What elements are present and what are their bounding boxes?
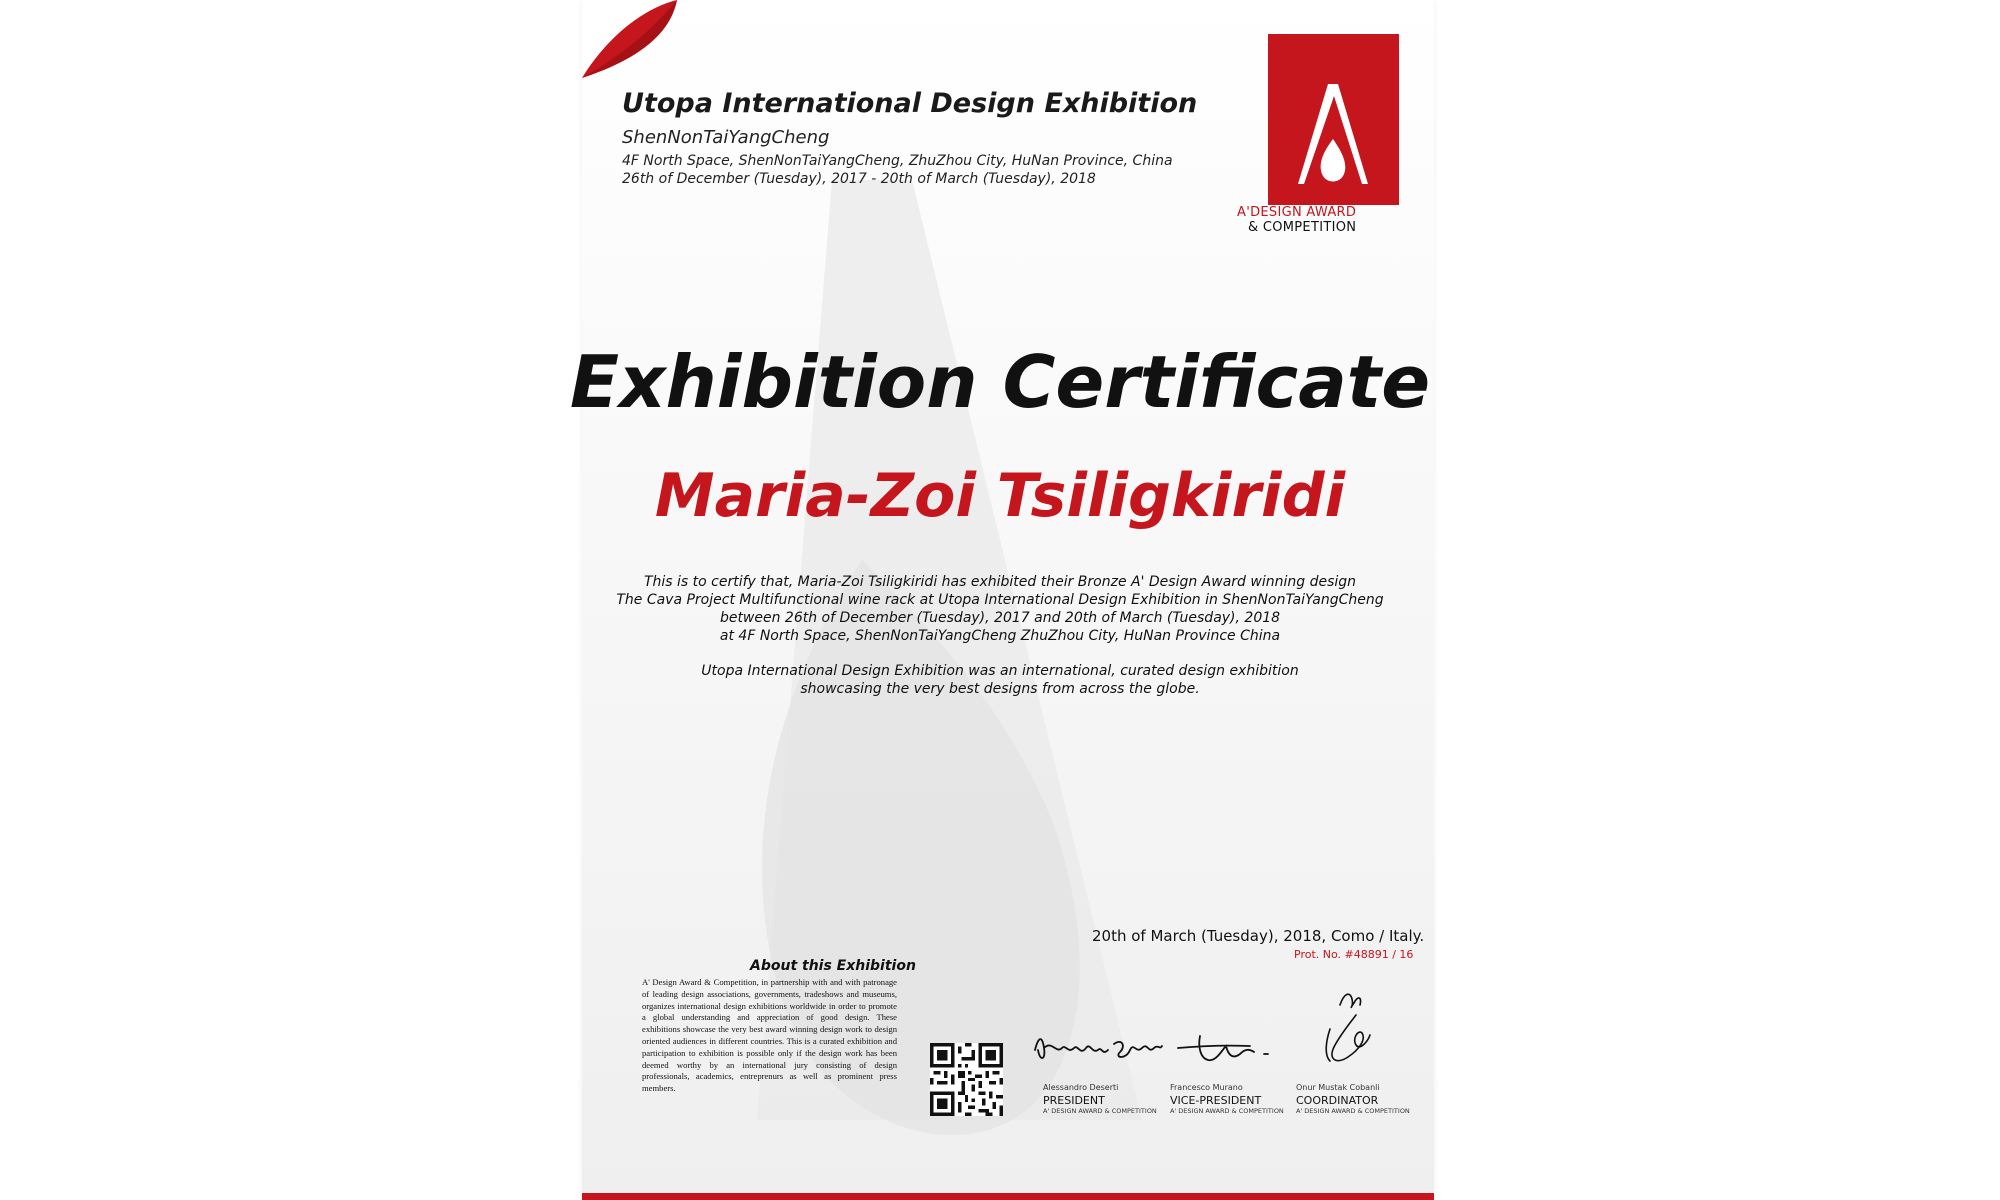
signatory-org: A' DESIGN AWARD & COMPETITION	[1043, 1107, 1157, 1115]
protocol-number: Prot. No. #48891 / 16	[1294, 948, 1414, 961]
a-logo-icon	[1268, 34, 1399, 205]
signatory-name: Alessandro Deserti	[1043, 1083, 1119, 1092]
exhibition-dates: 26th of December (Tuesday), 2017 - 20th of March (Tuesday), 2018	[622, 171, 1096, 187]
signature-coordinator	[1300, 985, 1400, 1080]
exhibition-address: 4F North Space, ShenNonTaiYangCheng, ZhuZhou City, HuNan Province, China	[622, 153, 1173, 169]
a-design-award-logo	[1268, 34, 1399, 205]
recipient-name: Maria-Zoi Tsiligkiridi	[654, 461, 1346, 531]
about-title: About this Exhibition	[750, 958, 916, 974]
exhibition-city: ShenNonTaiYangCheng	[622, 127, 830, 148]
signatory-org: A' DESIGN AWARD & COMPETITION	[1296, 1107, 1410, 1115]
issue-date: 20th of March (Tuesday), 2018, Como / Italy.	[1092, 927, 1425, 945]
signatory-role: PRESIDENT	[1043, 1094, 1105, 1107]
logo-text-line2: & COMPETITION	[1248, 220, 1357, 235]
statement-line: Utopa International Design Exhibition was an international, curated design exhibition	[701, 663, 1299, 679]
page-curl-corner	[582, 0, 677, 80]
qr-code[interactable]	[930, 1043, 1003, 1116]
logo-text-line1: A'DESIGN AWARD	[1237, 205, 1357, 220]
exhibition-name: Utopa International Design Exhibition	[622, 88, 1198, 119]
signatory-name: Onur Mustak Cobanli	[1296, 1083, 1380, 1092]
signatory-name: Francesco Murano	[1170, 1083, 1243, 1092]
certify-line: This is to certify that, Maria-Zoi Tsiligkiridi has exhibited their Bronze A' Design Award winning design	[643, 574, 1357, 590]
signatory-role: COORDINATOR	[1296, 1094, 1379, 1107]
signatory-org: A' DESIGN AWARD & COMPETITION	[1170, 1107, 1284, 1115]
bottom-accent-bar	[582, 1193, 1434, 1200]
certify-line: between 26th of December (Tuesday), 2017 and 20th of March (Tuesday), 2018	[719, 610, 1281, 626]
statement-line: showcasing the very best designs from across the globe.	[800, 681, 1200, 697]
certificate-title: Exhibition Certificate	[569, 340, 1431, 424]
signature-vice-president	[1170, 1020, 1295, 1080]
certify-line: The Cava Project Multifunctional wine rack at Utopa International Design Exhibition in ShenNonTaiYangCheng	[616, 592, 1384, 608]
about-text: A' Design Award & Competition, in partnership with and with patronage of leading design associations, governments, tradeshows and museums, organizes international design exhibitions worldwide in order to promote a global understanding and appreciation of good design. These exhibitions showcase the very best award winning design work to design oriented audiences in different countries. This is a curated exhibition and participation to exhibition is possible only if the design work has been deemed worthy by an international jury consisting of design professionals, academics, entreprenurs as well as prominent press members.	[642, 977, 897, 1094]
signatory-role: VICE-PRESIDENT	[1170, 1094, 1262, 1107]
certify-line: at 4F North Space, ShenNonTaiYangCheng ZhuZhou City, HuNan Province China	[719, 628, 1281, 644]
signature-president	[1030, 1020, 1165, 1080]
